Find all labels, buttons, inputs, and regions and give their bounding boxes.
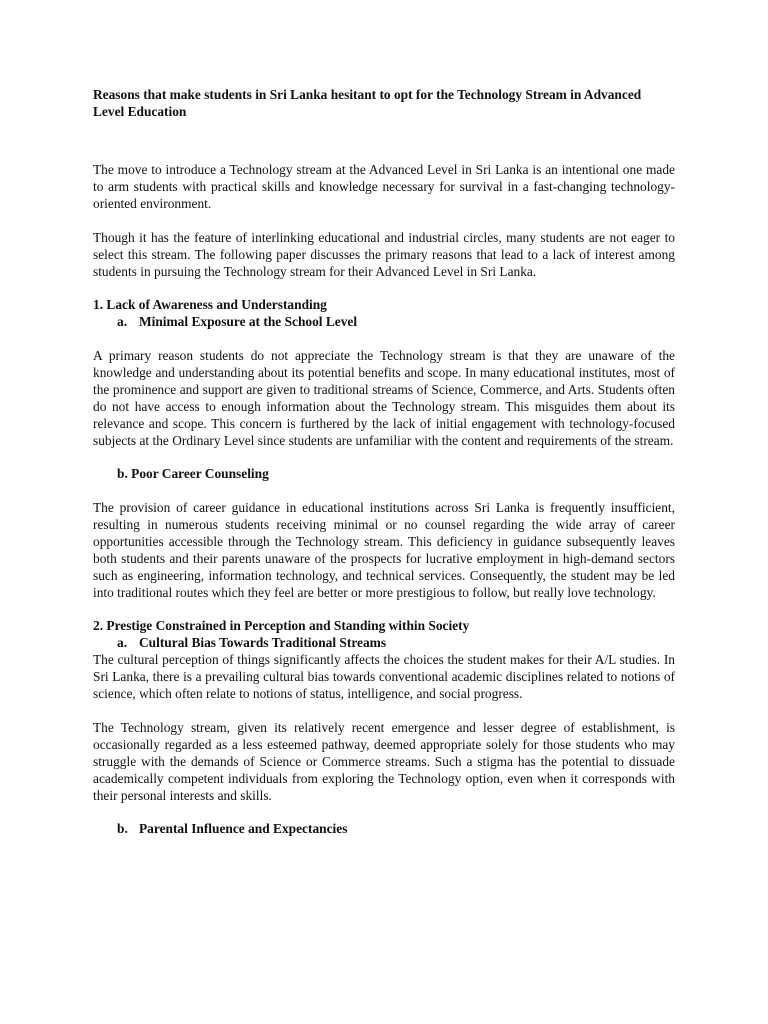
section-paragraph: The Technology stream, given its relatively recent emergence and lesser degree of establishment, is occasionally regarded as a less esteemed pathway, deemed appropriate solely for those students who may struggle with the demands of Science or Commerce streams. Such a stigma has the potential to dissuade academically competent individuals from exploring the Technology option, even when it corresponds with their personal interests and skills. — [93, 720, 675, 803]
document-page — [93, 86, 675, 837]
subsection-marker: a. — [117, 635, 128, 650]
section-paragraph: The provision of career guidance in educational institutions across Sri Lanka is frequently insufficient, resulting in numerous students receiving minimal or no counsel regarding the wide array of career opportunities accessible through the Technology stream. This deficiency in guidance subsequently leaves both students and their parents unaware of the prospects for lucrative employment in high-demand sectors such as engineering, information technology, and technical services. Consequently, the student may be led into traditional routes which they feel are better or more prestigious to follow, but really love technology. — [93, 500, 675, 600]
subsection-title: Minimal Exposure at the School Level — [139, 314, 358, 329]
intro-paragraph: Though it has the feature of interlinking educational and industrial circles, many students are not eager to select this stream. The following paper discusses the primary reasons that lead to a lack of interest among students in pursuing the Technology stream for their Advanced Level in Sri Lanka. — [93, 230, 675, 279]
intro-paragraph: The move to introduce a Technology stream at the Advanced Level in Sri Lanka is an intentional one made to arm students with practical skills and knowledge necessary for survival in a fast-changing technology-oriented environment. — [93, 162, 675, 211]
subsection-title: Cultural Bias Towards Traditional Streams — [139, 635, 387, 650]
section-paragraph: A primary reason students do not appreciate the Technology stream is that they are unaware of the knowledge and understanding about its potential benefits and scope. In many educational institutes, most of the prominence and support are given to traditional streams of Science, Commerce, and Arts. Students often do not have access to enough information about the Technology stream. This misguides them about its relevance and scope. This concern is furthered by the lack of initial engagement with technology-focused subjects at the Ordinary Level since students are unfamiliar with the content and requirements of the stream. — [93, 348, 675, 448]
section-heading: 1. Lack of Awareness and Understanding — [93, 297, 327, 312]
subsection-marker: b. — [117, 821, 128, 836]
subsection-title: Poor Career Counseling — [131, 466, 269, 481]
subsection-heading — [93, 313, 675, 330]
subsection-heading — [93, 465, 675, 482]
subsection-heading — [93, 634, 675, 651]
subsection-heading — [93, 820, 675, 837]
section-heading: 2. Prestige Constrained in Perception and Standing within Society — [93, 618, 470, 633]
subsection-marker: a. — [117, 314, 128, 329]
section-paragraph: The cultural perception of things significantly affects the choices the student makes for their A/L studies. In Sri Lanka, there is a prevailing cultural bias towards conventional academic disciplines related to notions of science, which often relate to notions of status, intelligence, and social progress. — [93, 652, 675, 701]
subsection-marker: b. — [117, 466, 128, 481]
subsection-title: Parental Influence and Expectancies — [139, 821, 348, 836]
document-title: Reasons that make students in Sri Lanka hesitant to opt for the Technology Stream in Advanced Level Education — [93, 87, 642, 119]
